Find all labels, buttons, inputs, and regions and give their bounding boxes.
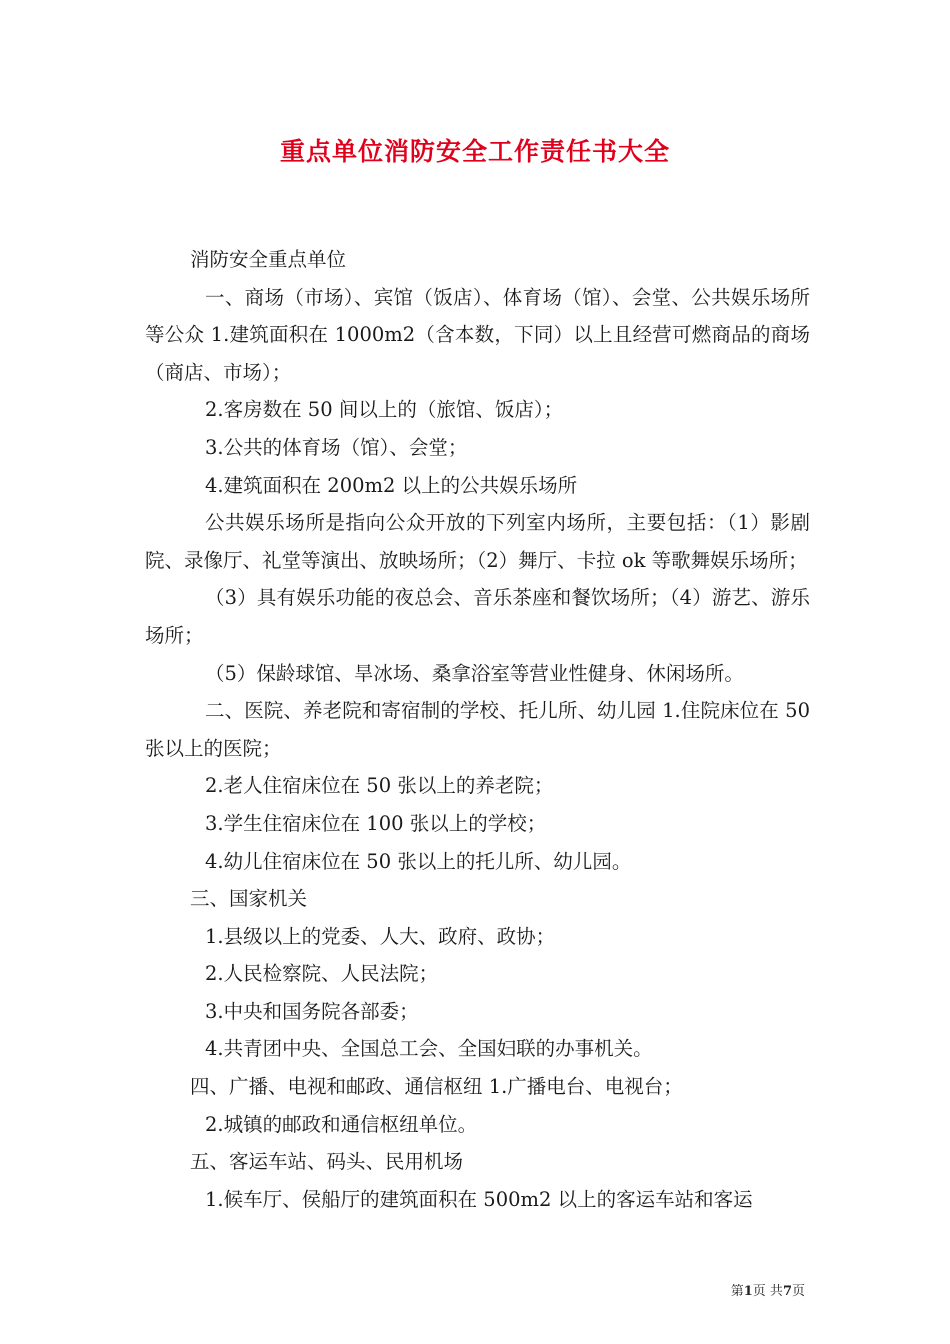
paragraph: 二、医院、养老院和寄宿制的学校、托儿所、幼儿园 1.住院床位在 50 张以上的医院； bbox=[145, 699, 810, 760]
footer-total-pages: 7 bbox=[782, 1284, 792, 1299]
page-footer bbox=[731, 1280, 805, 1299]
paragraph: （5）保龄球馆、旱冰场、桑拿浴室等营业性健身、休闲场所。 bbox=[205, 661, 744, 685]
footer-page-number: 1 bbox=[743, 1284, 753, 1299]
paragraph: 1.候车厅、侯船厅的建筑面积在 500m2 以上的客运车站和客运 bbox=[205, 1187, 753, 1211]
paragraph: 2.老人住宿床位在 50 张以上的养老院； bbox=[205, 774, 554, 798]
footer-suffix: 页 bbox=[791, 1284, 805, 1299]
paragraph: 3.公共的体育场（馆）、会堂； bbox=[205, 435, 468, 459]
paragraph: 4.幼儿住宿床位在 50 张以上的托儿所、幼儿园。 bbox=[205, 849, 632, 873]
paragraph: 2.城镇的邮政和通信枢纽单位。 bbox=[205, 1112, 478, 1136]
paragraph: 1.县级以上的党委、人大、政府、政协； bbox=[205, 924, 556, 948]
paragraph: 4.共青团中央、全国总工会、全国妇联的办事机关。 bbox=[205, 1037, 653, 1061]
paragraph: 公共娱乐场所是指向公众开放的下列室内场所，主要包括：（1）影剧院、录像厅、礼堂等演出、放映场所；（2）舞厅、卡拉 ok 等歌舞娱乐场所； bbox=[145, 511, 810, 572]
paragraph: 3.中央和国务院各部委； bbox=[205, 999, 419, 1023]
paragraph: （3）具有娱乐功能的夜总会、音乐茶座和餐饮场所；（4）游艺、游乐场所； bbox=[145, 586, 810, 647]
paragraph: 四、广播、电视和邮政、通信枢纽 1.广播电台、电视台； bbox=[190, 1075, 683, 1099]
paragraph: 2.人民检察院、人民法院； bbox=[205, 962, 439, 986]
paragraph: 消防安全重点单位 bbox=[190, 248, 347, 271]
footer-middle: 页 共 bbox=[752, 1284, 783, 1299]
document-body bbox=[145, 241, 810, 1218]
paragraph: 五、客运车站、码头、民用机场 bbox=[190, 1150, 464, 1174]
document-title: 重点单位消防安全工作责任书大全 bbox=[279, 137, 670, 166]
paragraph: 4.建筑面积在 200m2 以上的公共娱乐场所 bbox=[205, 473, 578, 497]
paragraph: 一、商场（市场）、宾馆（饭店）、体育场（馆）、会堂、公共娱乐场所等公众 1.建筑面积在 1000m2（含本数，下同）以上且经营可燃商品的商场（商店、市场）； bbox=[145, 285, 810, 384]
footer-prefix: 第 bbox=[730, 1284, 744, 1299]
paragraph: 3.学生住宿床位在 100 张以上的学校； bbox=[205, 811, 547, 835]
paragraph: 三、国家机关 bbox=[190, 887, 308, 911]
paragraph: 2.客房数在 50 间以上的（旅馆、饭店）； bbox=[205, 398, 564, 422]
